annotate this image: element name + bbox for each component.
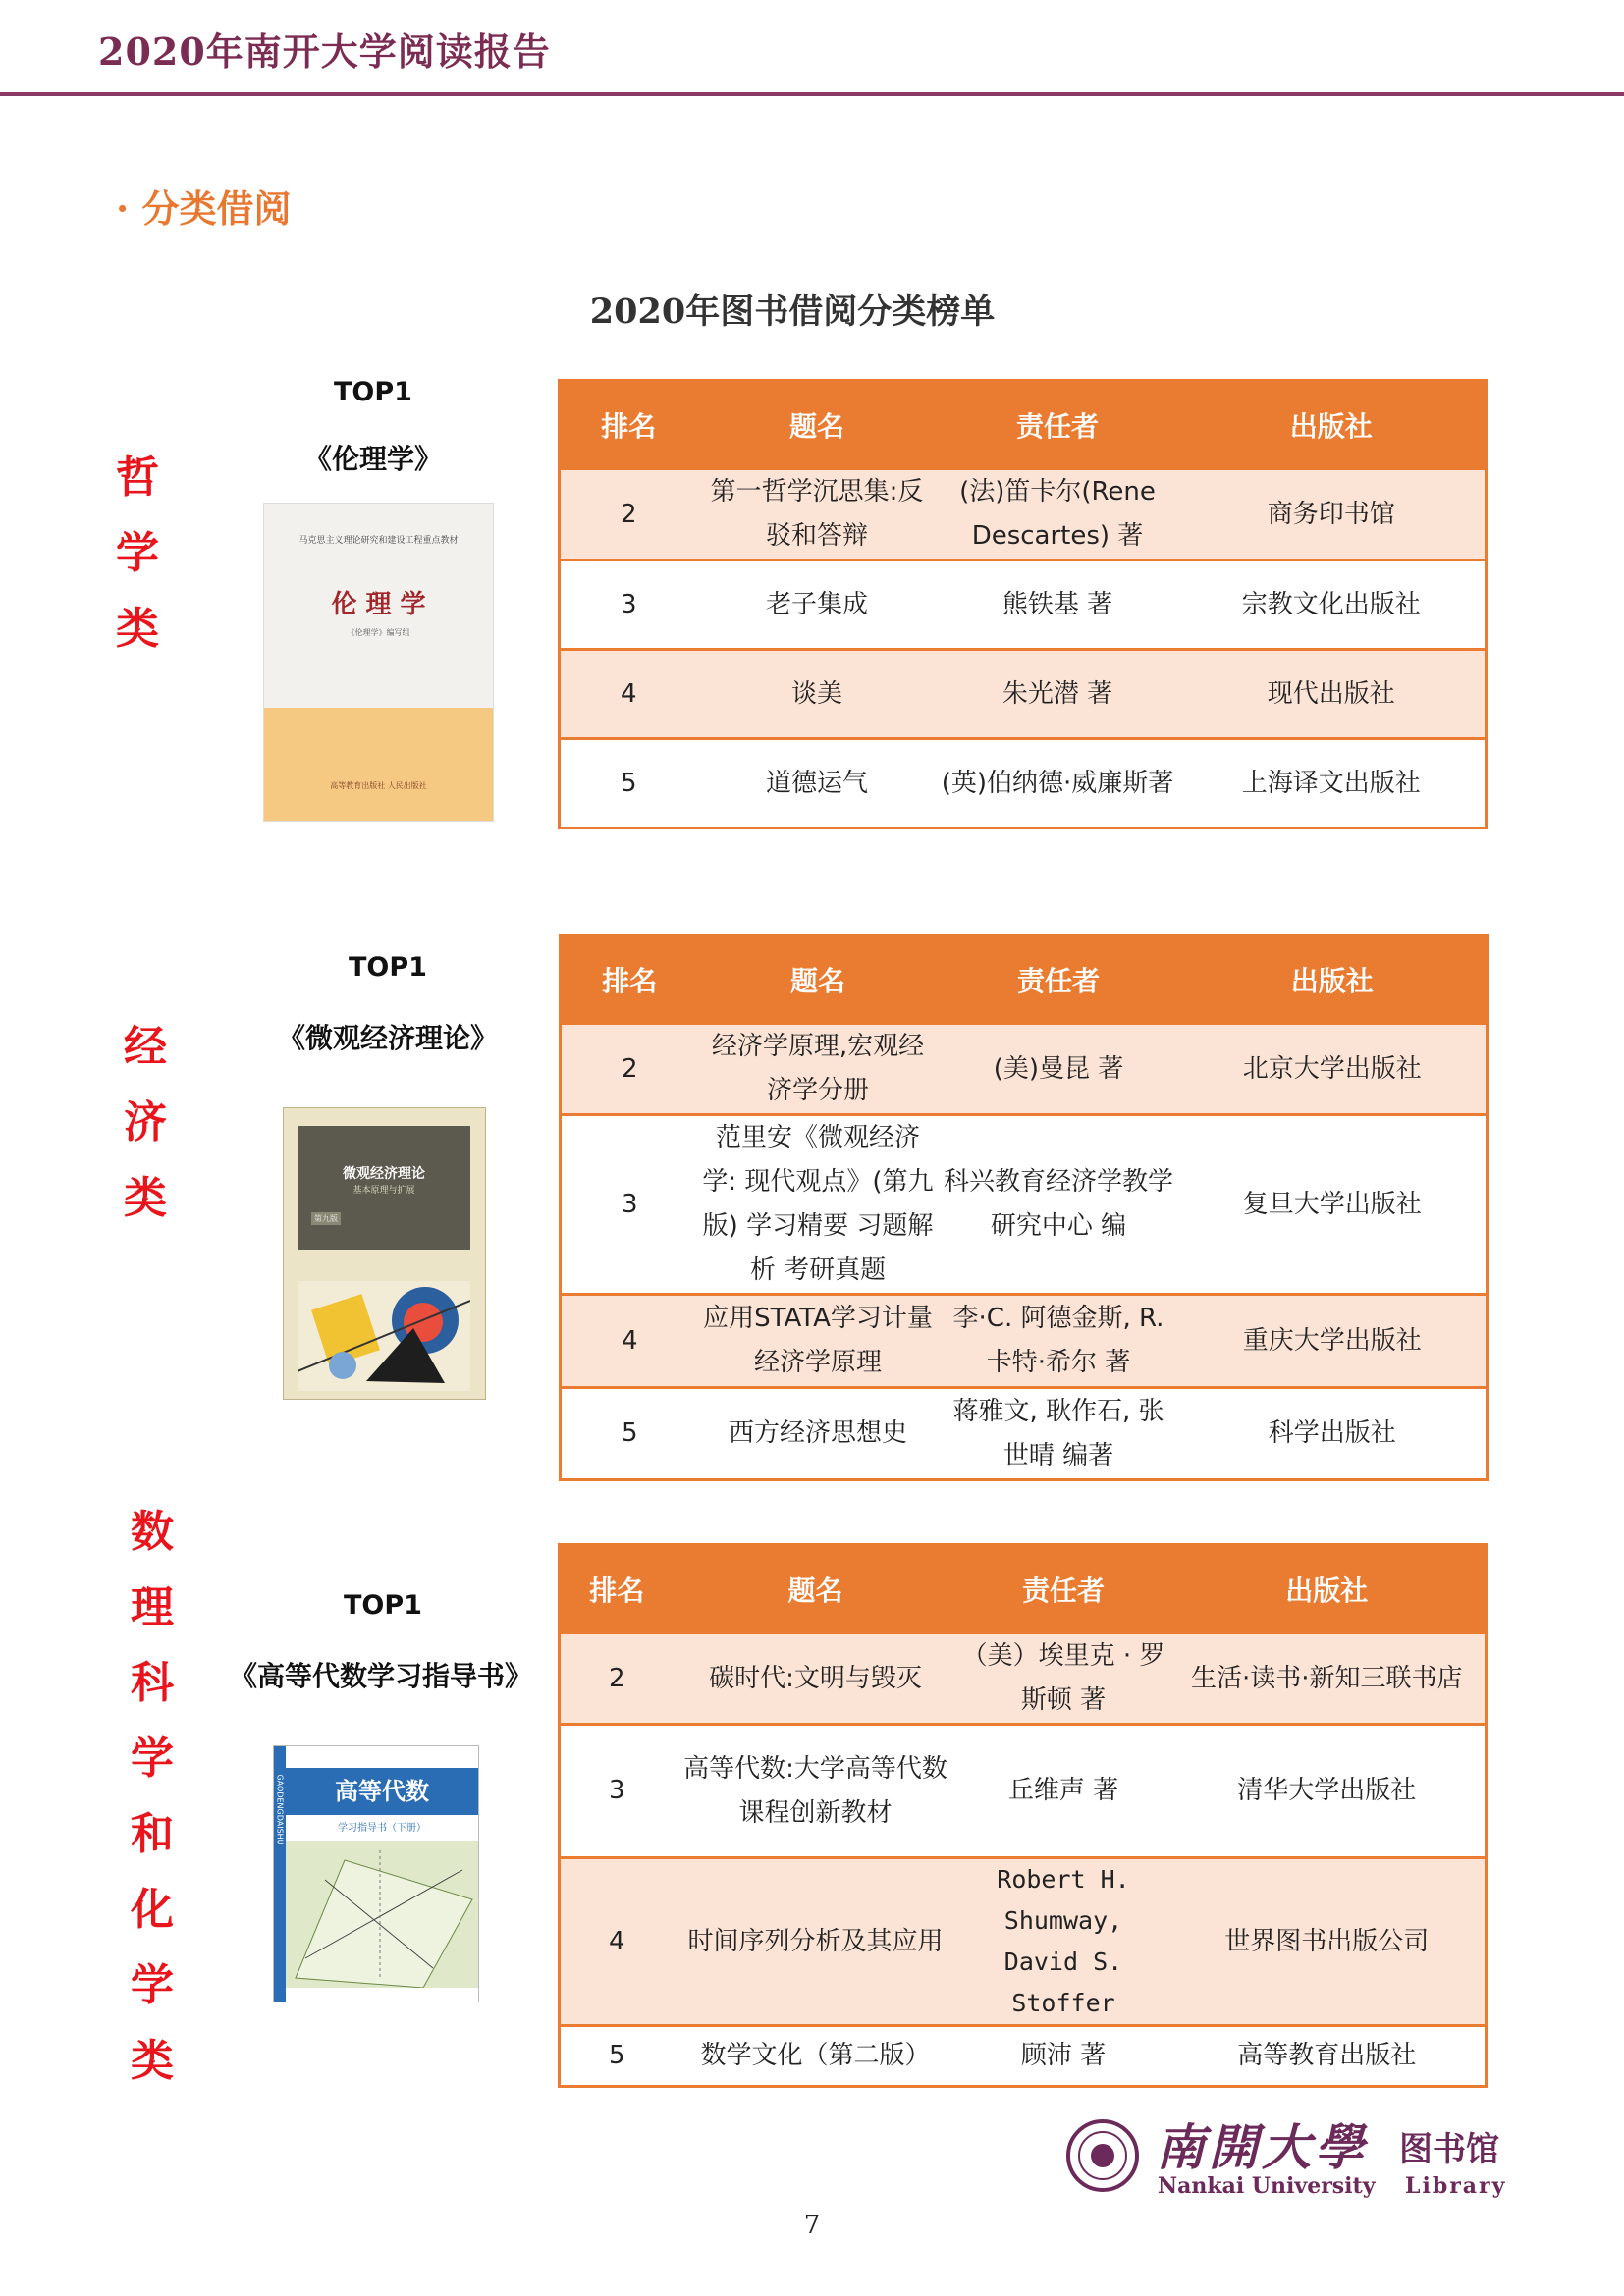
cell-title: 老子集成 xyxy=(697,561,938,650)
header-title: 题名 xyxy=(697,381,938,469)
library-logo xyxy=(1065,2109,1527,2207)
header-author: 责任者 xyxy=(958,1545,1169,1633)
table-row xyxy=(560,469,1487,561)
table-row xyxy=(561,1295,1488,1388)
cell-title: 数学文化（第二版） xyxy=(674,2026,958,2087)
cell-rank: 3 xyxy=(561,1115,698,1295)
table-row xyxy=(561,1115,1488,1295)
cell-title: 碳时代:文明与毁灭 xyxy=(674,1633,958,1725)
cell-publisher: 商务印书馆 xyxy=(1178,469,1487,561)
table-row xyxy=(560,2026,1487,2087)
top1-book-title: 《伦理学》 xyxy=(303,443,442,475)
cell-publisher: 现代出版社 xyxy=(1178,650,1487,739)
category-label-economics: 经 济 类 xyxy=(124,1022,167,1223)
header-title: 题名 xyxy=(674,1545,958,1633)
logo-library-en: Library xyxy=(1405,2173,1507,2199)
cell-title: 经济学原理,宏观经济学分册 xyxy=(698,1024,939,1115)
cell-author: (法)笛卡尔(Rene Descartes) 著 xyxy=(938,469,1178,561)
cell-publisher: 宗教文化出版社 xyxy=(1178,561,1487,650)
header-author: 责任者 xyxy=(938,381,1178,469)
cell-publisher: 世界图书出版公司 xyxy=(1169,1858,1487,2026)
university-seal-icon xyxy=(1065,2118,1140,2193)
header-title: 题名 xyxy=(698,935,939,1024)
header-rank: 排名 xyxy=(560,381,697,469)
cell-publisher: 科学出版社 xyxy=(1179,1388,1488,1480)
cell-title: 时间序列分析及其应用 xyxy=(674,1858,958,2026)
ranking-table-philosophy xyxy=(558,379,1488,829)
table-row xyxy=(560,739,1487,828)
cell-rank: 4 xyxy=(560,650,697,739)
top1-book-title: 《高等代数学习指导书》 xyxy=(229,1660,532,1692)
cell-author: 蒋雅文, 耿作石, 张世晴 编著 xyxy=(939,1388,1179,1480)
cell-publisher: 北京大学出版社 xyxy=(1179,1024,1488,1115)
cell-rank: 5 xyxy=(561,1388,698,1480)
cell-rank: 2 xyxy=(560,1633,674,1725)
category-label-philosophy: 哲 学 类 xyxy=(116,453,159,654)
cell-rank: 5 xyxy=(560,739,697,828)
cell-rank: 3 xyxy=(560,1725,674,1858)
cell-title: 第一哲学沉思集:反驳和答辩 xyxy=(697,469,938,561)
cell-title: 范里安《微观经济学: 现代观点》(第九版) 学习精要 习题解析 考研真题 xyxy=(698,1115,939,1295)
cell-title: 应用STATA学习计量经济学原理 xyxy=(698,1295,939,1388)
cell-rank: 4 xyxy=(561,1295,698,1388)
table-row xyxy=(560,1633,1487,1725)
cell-author: 熊铁基 著 xyxy=(938,561,1178,650)
book-cover-advanced-algebra: GAODENGDAISHU 高等代数 学习指导书（下册） xyxy=(273,1745,479,2002)
book-cover-microeconomics: 微观经济理论 基本原理与扩展 第九版 xyxy=(283,1107,486,1400)
page-number: 7 xyxy=(803,2211,821,2240)
cell-publisher: 高等教育出版社 xyxy=(1169,2026,1487,2087)
book-cover-ethics: 马克思主义理论研究和建设工程重点教材 伦 理 学 《伦理学》编写组 高等教育出版社 人民出版社 xyxy=(263,503,494,822)
cell-title: 高等代数:大学高等代数课程创新教材 xyxy=(674,1725,958,1858)
cell-publisher: 复旦大学出版社 xyxy=(1179,1115,1488,1295)
table-row xyxy=(560,1858,1487,2026)
section-heading: · 分类借阅 xyxy=(116,187,292,231)
cell-rank: 2 xyxy=(561,1024,698,1115)
cell-rank: 5 xyxy=(560,2026,674,2087)
table-row xyxy=(561,1024,1488,1115)
header-rank: 排名 xyxy=(561,935,698,1024)
cell-publisher: 生活·读书·新知三联书店 xyxy=(1169,1633,1487,1725)
table-row xyxy=(560,650,1487,739)
ranking-table-economics xyxy=(559,934,1489,1481)
cell-author: 顾沛 著 xyxy=(958,2026,1169,2087)
cell-title: 谈美 xyxy=(697,650,938,739)
cell-publisher: 重庆大学出版社 xyxy=(1179,1295,1488,1388)
cell-publisher: 上海译文出版社 xyxy=(1178,739,1487,828)
logo-english-name: Nankai University xyxy=(1158,2173,1376,2199)
cell-rank: 2 xyxy=(560,469,697,561)
cell-author: Robert H. Shumway, David S. Stoffer xyxy=(958,1858,1169,2026)
table-row xyxy=(560,1725,1487,1858)
cell-author: (美)曼昆 著 xyxy=(939,1024,1179,1115)
cell-title: 西方经济思想史 xyxy=(698,1388,939,1480)
cell-publisher: 清华大学出版社 xyxy=(1169,1725,1487,1858)
top1-label: TOP1 xyxy=(334,377,412,407)
cell-rank: 3 xyxy=(560,561,697,650)
ranking-table-math-science xyxy=(558,1543,1488,2088)
category-label-math-science: 数 理 科 学 和 化 学 类 xyxy=(131,1507,174,2086)
top1-label: TOP1 xyxy=(349,952,427,983)
page-subtitle: 2020年图书借阅分类榜单 xyxy=(589,292,996,332)
header-publisher: 出版社 xyxy=(1178,381,1487,469)
table-row xyxy=(561,1388,1488,1480)
top1-label: TOP1 xyxy=(344,1590,422,1621)
cell-author: （美）埃里克 · 罗斯顿 著 xyxy=(958,1633,1169,1725)
cell-author: 朱光潜 著 xyxy=(938,650,1178,739)
header-author: 责任者 xyxy=(939,935,1179,1024)
header-divider xyxy=(0,92,1624,96)
cell-author: 李·C. 阿德金斯, R. 卡特·希尔 著 xyxy=(939,1295,1179,1388)
cell-author: (英)伯纳德·威廉斯著 xyxy=(938,739,1178,828)
cell-title: 道德运气 xyxy=(697,739,938,828)
header-publisher: 出版社 xyxy=(1169,1545,1487,1633)
report-title: 2020年南开大学阅读报告 xyxy=(98,29,551,74)
header-rank: 排名 xyxy=(560,1545,674,1633)
logo-library-cn: 图书馆 xyxy=(1399,2130,1499,2169)
top1-book-title: 《微观经济理论》 xyxy=(277,1022,498,1054)
logo-chinese-name: 南開大學 xyxy=(1156,2118,1368,2176)
cell-author: 丘维声 著 xyxy=(958,1725,1169,1858)
cell-rank: 4 xyxy=(560,1858,674,2026)
header-publisher: 出版社 xyxy=(1179,935,1488,1024)
table-row xyxy=(560,561,1487,650)
cell-author: 科兴教育经济学教学研究中心 编 xyxy=(939,1115,1179,1295)
